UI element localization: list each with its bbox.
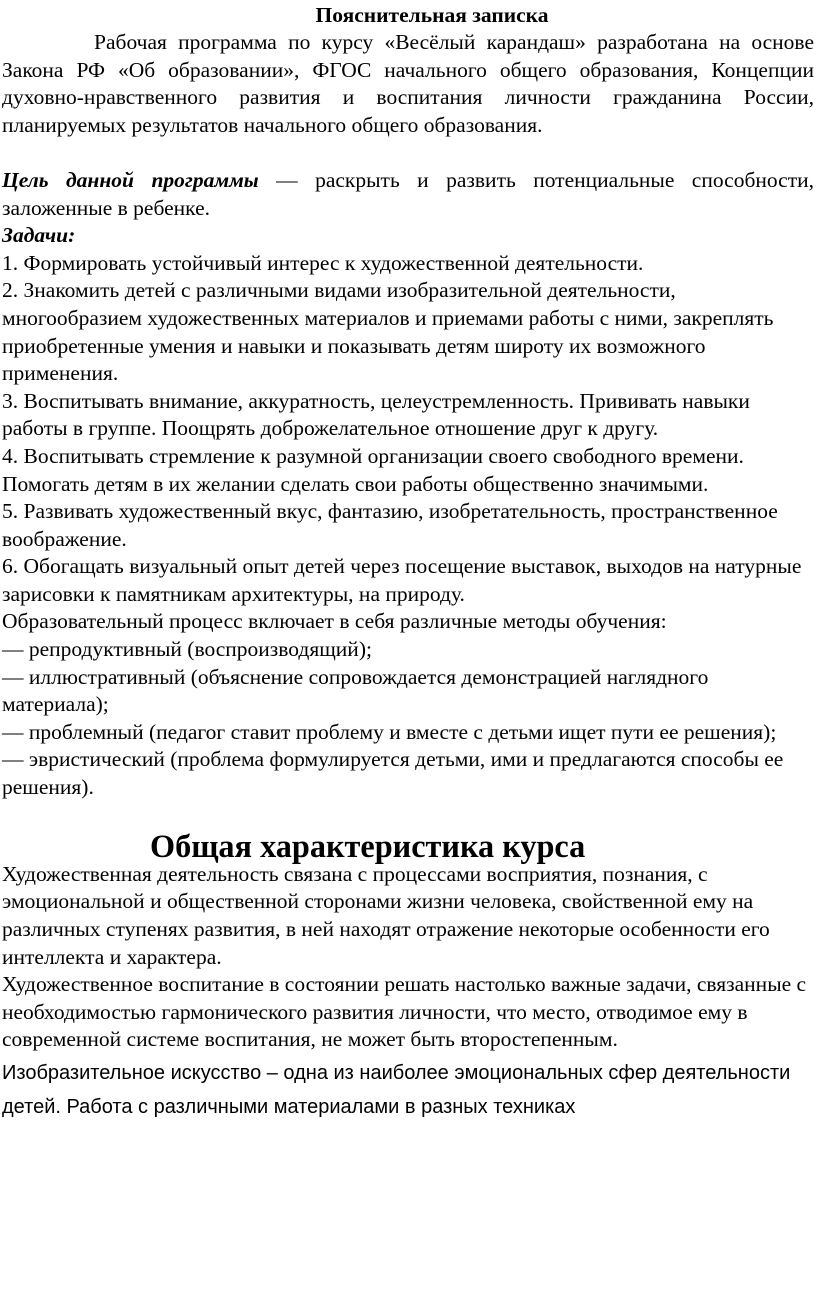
section-paragraph: Художественное воспитание в состоянии решать настолько важные задачи, связанные с необходимостью гармонического развития личности, что место, отводимое ему в современной системе воспитания, не может быть второстепенным. [2, 972, 807, 1052]
method-item: — эвристический (проблема формулируется детьми, ими и предлагаются способы ее решения). [2, 747, 784, 800]
page-title: Пояснительная записка [315, 3, 549, 27]
task-item: 3. Воспитывать внимание, аккуратность, целеустремленность. Прививать навыки работы в группе. Поощрять доброжелательное отношение друг к другу. [2, 388, 750, 441]
final-paragraph: Изобразительное искусство – одна из наиболее эмоциональных сфер деятельности детей. Работа с различными материалами в разных техниках [2, 1061, 791, 1118]
blank-line [2, 139, 814, 167]
tasks-heading: Задачи: [2, 223, 76, 248]
section-title: Общая характеристика курса [150, 828, 586, 865]
task-item: 1. Формировать устойчивый интерес к художественной деятельности. [2, 250, 644, 275]
method-item: — иллюстративный (объяснение сопровождается демонстрацией наглядного материала); [2, 664, 709, 717]
intro-paragraph: Рабочая программа по курсу «Весёлый карандаш» разработана на основе Закона РФ «Об образовании», ФГОС начального общего образования, Концепции духовно-нравственного развития и воспитания личности гражданина России, планируемых результатов начального общего образования. [2, 30, 814, 137]
goal-text: — раскрыть и развить потенциальные способности, заложенные в ребенке. [2, 167, 814, 220]
method-item: — репродуктивный (воспроизводящий); [2, 637, 372, 662]
goal-paragraph [2, 167, 814, 222]
task-item: 4. Воспитывать стремление к разумной организации своего свободного времени. Помогать детям в их желании сделать свои работы общественно значимыми. [2, 443, 744, 496]
blank-line [2, 802, 814, 830]
method-item: — проблемный (педагог ставит проблему и вместе с детьми ищет пути ее решения); [2, 719, 777, 744]
methods-intro: Образовательный процесс включает в себя различные методы обучения: [2, 609, 667, 634]
section-paragraph: Художественная деятельность связана с процессами восприятия, познания, с эмоциональной и общественной сторонами жизни человека, свойственной ему на различных ступенях развития, в ней находят отражение некоторые особенности его интеллекта и характера. [2, 861, 770, 969]
task-item: 2. Знакомить детей с различными видами изобразительной деятельности, многообразием художественных материалов и приемами работы с ними, закреплять приобретенные умения и навыки и показывать детям широту их возможного применения. [2, 278, 774, 386]
task-item: 5. Развивать художественный вкус, фантазию, изобретательность, пространственное воображение. [2, 499, 778, 551]
goal-label: Цель данной программы [2, 167, 259, 192]
task-item: 6. Обогащать визуальный опыт детей через посещение выставок, выходов на натурные зарисовки к памятникам архитектуры, на природу. [2, 554, 802, 606]
